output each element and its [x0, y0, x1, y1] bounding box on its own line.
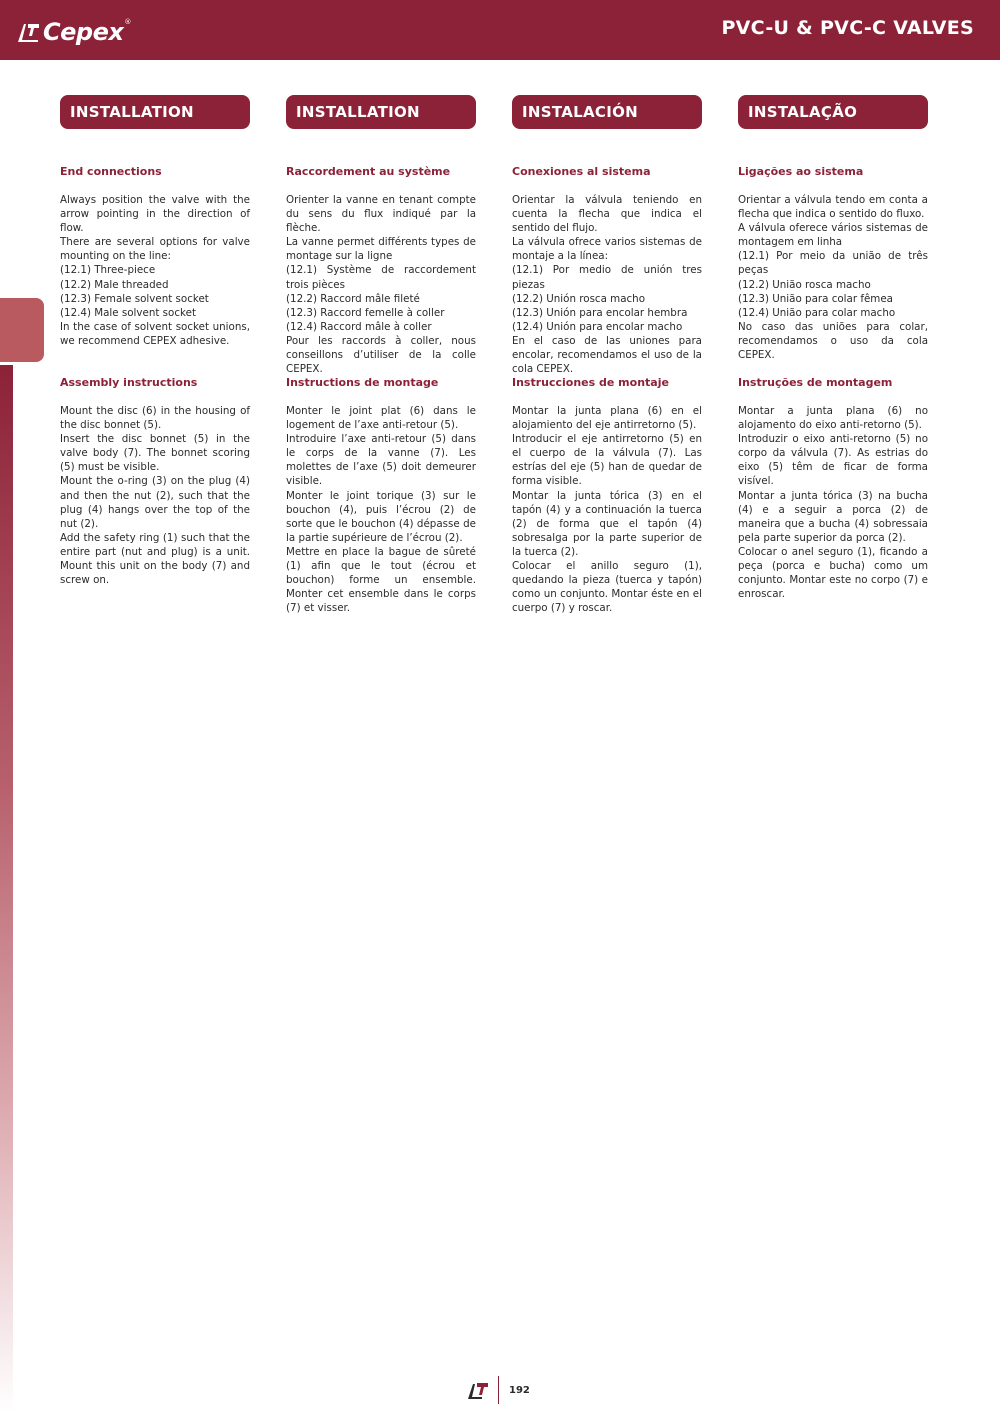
paragraph: Colocar el anillo seguro (1), quedando la pieza (tuerca y tapón) como un conjunto. Montar éste en el cuerpo (7) y roscar.: [512, 560, 702, 615]
paragraph: Always position the valve with the arrow pointing in the direction of flow.: [60, 194, 250, 235]
paragraph: (12.1) Por medio de unión tres piezas: [512, 264, 702, 291]
section-title-connections: Ligações ao sistema: [738, 165, 864, 178]
page-number: 192: [509, 1384, 530, 1396]
paragraph: (12.4) Male solvent socket: [60, 306, 196, 319]
section-title-assembly: Assembly instructions: [60, 376, 198, 389]
paragraph: Orienter la vanne en tenant compte du sens du flux indiqué par la flèche.: [286, 194, 476, 235]
paragraph: (12.3) Unión para encolar hembra: [512, 306, 688, 319]
column-french: [286, 95, 476, 615]
paragraph: Orientar la válvula teniendo en cuenta la flecha que indica el sentido del flujo.: [512, 194, 702, 235]
section-body-connections: [738, 193, 928, 362]
paragraph: (12.4) União para colar macho: [738, 306, 896, 319]
section-title-connections: Conexiones al sistema: [512, 165, 651, 178]
paragraph: La vanne permet différents types de montage sur la ligne: [286, 236, 476, 263]
paragraph: No caso das uniões para colar, recomendamos o uso da cola CEPEX.: [738, 320, 928, 362]
column-spanish: [512, 95, 702, 615]
paragraph: Montar a junta plana (6) no alojamento do eixo anti-retorno (5).: [738, 405, 928, 432]
paragraph: Introduire l’axe anti-retour (5) dans le corps de la vanne (7). Les molettes de l’axe (5) doit demeurer visible.: [286, 433, 476, 488]
paragraph: (12.2) Raccord mâle fileté: [286, 292, 420, 305]
paragraph: Mettre en place la bague de sûreté (1) afin que le tout (écrou et bouchon) forme un ensemble. Monter cet ensemble dans le corps (7) et visser.: [286, 545, 476, 615]
paragraph: (12.4) Unión para encolar macho: [512, 320, 683, 333]
column-portuguese: [738, 95, 928, 601]
paragraph: (12.2) Male threaded: [60, 278, 169, 291]
column-heading: INSTALAÇÃO: [738, 95, 928, 129]
section-title-connections: End connections: [60, 165, 162, 178]
paragraph: (12.3) Raccord femelle à coller: [286, 306, 445, 319]
section-title-assembly: Instructions de montage: [286, 376, 439, 389]
paragraph: Orientar a válvula tendo em conta a flecha que indica o sentido do fluxo.: [738, 194, 928, 221]
paragraph: A válvula oferece vários sistemas de montagem em linha: [738, 222, 928, 249]
section-body-assembly: [512, 404, 702, 615]
paragraph: En el caso de las uniones para encolar, recomendamos el uso de la cola CEPEX.: [512, 334, 702, 376]
paragraph: Monter le joint torique (3) sur le bouchon (4), puis l’écrou (2) de sorte que le bouchon (4) dépasse de la partie supérieure de l’écrou (2).: [286, 489, 476, 544]
paragraph: (12.1) Por meio da união de três peças: [738, 250, 928, 277]
column-heading: INSTALLATION: [286, 95, 476, 129]
paragraph: (12.3) União para colar fêmea: [738, 292, 893, 305]
paragraph: Introduzir o eixo anti-retorno (5) no corpo da válvula (7). As estrias do eixo (5) têm de ficar de forma visível.: [738, 433, 928, 488]
paragraph: (12.2) União rosca macho: [738, 278, 871, 291]
paragraph: Colocar o anel seguro (1), ficando a peça (porca e bucha) como um conjunto. Montar este no corpo (7) e enroscar.: [738, 545, 928, 601]
section-title-assembly: Instrucciones de montaje: [512, 376, 669, 389]
side-tab: [0, 298, 44, 362]
section-body-assembly: [738, 404, 928, 601]
section-title-assembly: Instruções de montagem: [738, 376, 893, 389]
paragraph: Introducir el eje antirretorno (5) en el cuerpo de la válvula (7). Las estrías del eje (5) han de quedar de forma visible.: [512, 433, 702, 488]
paragraph: Montar la junta plana (6) en el alojamiento del eje antirretorno (5).: [512, 405, 702, 432]
logo-text: Cepex: [43, 18, 124, 46]
column-heading: INSTALLATION: [60, 95, 250, 129]
page-footer: [468, 1376, 530, 1404]
footer-divider: [498, 1376, 499, 1404]
page-header: [0, 0, 1000, 60]
paragraph: Monter le joint plat (6) dans le logement de l’axe anti-retour (5).: [286, 405, 476, 432]
section-body-connections: [512, 193, 702, 376]
paragraph: Add the safety ring (1) such that the entire part (nut and plug) is a unit. Mount this unit on the body (7) and screw on.: [60, 531, 250, 587]
cepex-logo-icon: [18, 22, 40, 42]
cepex-mark-icon: [468, 1381, 490, 1399]
paragraph: La válvula ofrece varios sistemas de montaje a la línea:: [512, 236, 702, 263]
paragraph: (12.1) Système de raccordement trois pièces: [286, 264, 476, 291]
column-english: [60, 95, 250, 587]
section-body-assembly: [60, 404, 250, 587]
header-title: PVC-U & PVC-C VALVES: [721, 17, 974, 39]
paragraph: (12.3) Female solvent socket: [60, 292, 209, 305]
paragraph: In the case of solvent socket unions, we recommend CEPEX adhesive.: [60, 320, 250, 347]
paragraph: There are several options for valve mounting on the line:: [60, 236, 250, 263]
paragraph: (12.2) Unión rosca macho: [512, 292, 645, 305]
paragraph: (12.4) Raccord mâle à coller: [286, 320, 432, 333]
section-body-assembly: [286, 404, 476, 615]
column-heading: INSTALACIÓN: [512, 95, 702, 129]
section-body-connections: [60, 193, 250, 348]
section-title-connections: Raccordement au système: [286, 165, 451, 178]
registered-mark: ®: [124, 18, 132, 26]
cepex-logo: [18, 18, 131, 46]
paragraph: (12.1) Three-piece: [60, 264, 156, 277]
paragraph: Pour les raccords à coller, nous conseillons d’utiliser de la colle CEPEX.: [286, 334, 476, 376]
section-body-connections: [286, 193, 476, 376]
paragraph: Mount the disc (6) in the housing of the disc bonnet (5).: [60, 405, 250, 432]
paragraph: Montar a junta tórica (3) na bucha (4) e a seguir a porca (2) de maneira que a bucha (4) sobressaia pela parte superior da porca (2).: [738, 489, 928, 544]
paragraph: Mount the o-ring (3) on the plug (4) and then the nut (2), such that the plug (4) hangs over the top of the nut (2).: [60, 475, 250, 530]
paragraph: Insert the disc bonnet (5) in the valve body (7). The bonnet scoring (5) must be visible.: [60, 433, 250, 474]
side-gradient-strip: [0, 365, 13, 1413]
paragraph: Montar la junta tórica (3) en el tapón (4) y a continuación la tuerca (2) de forma que el tapón (4) sobresalga por la parte superior de la tuerca (2).: [512, 489, 702, 558]
